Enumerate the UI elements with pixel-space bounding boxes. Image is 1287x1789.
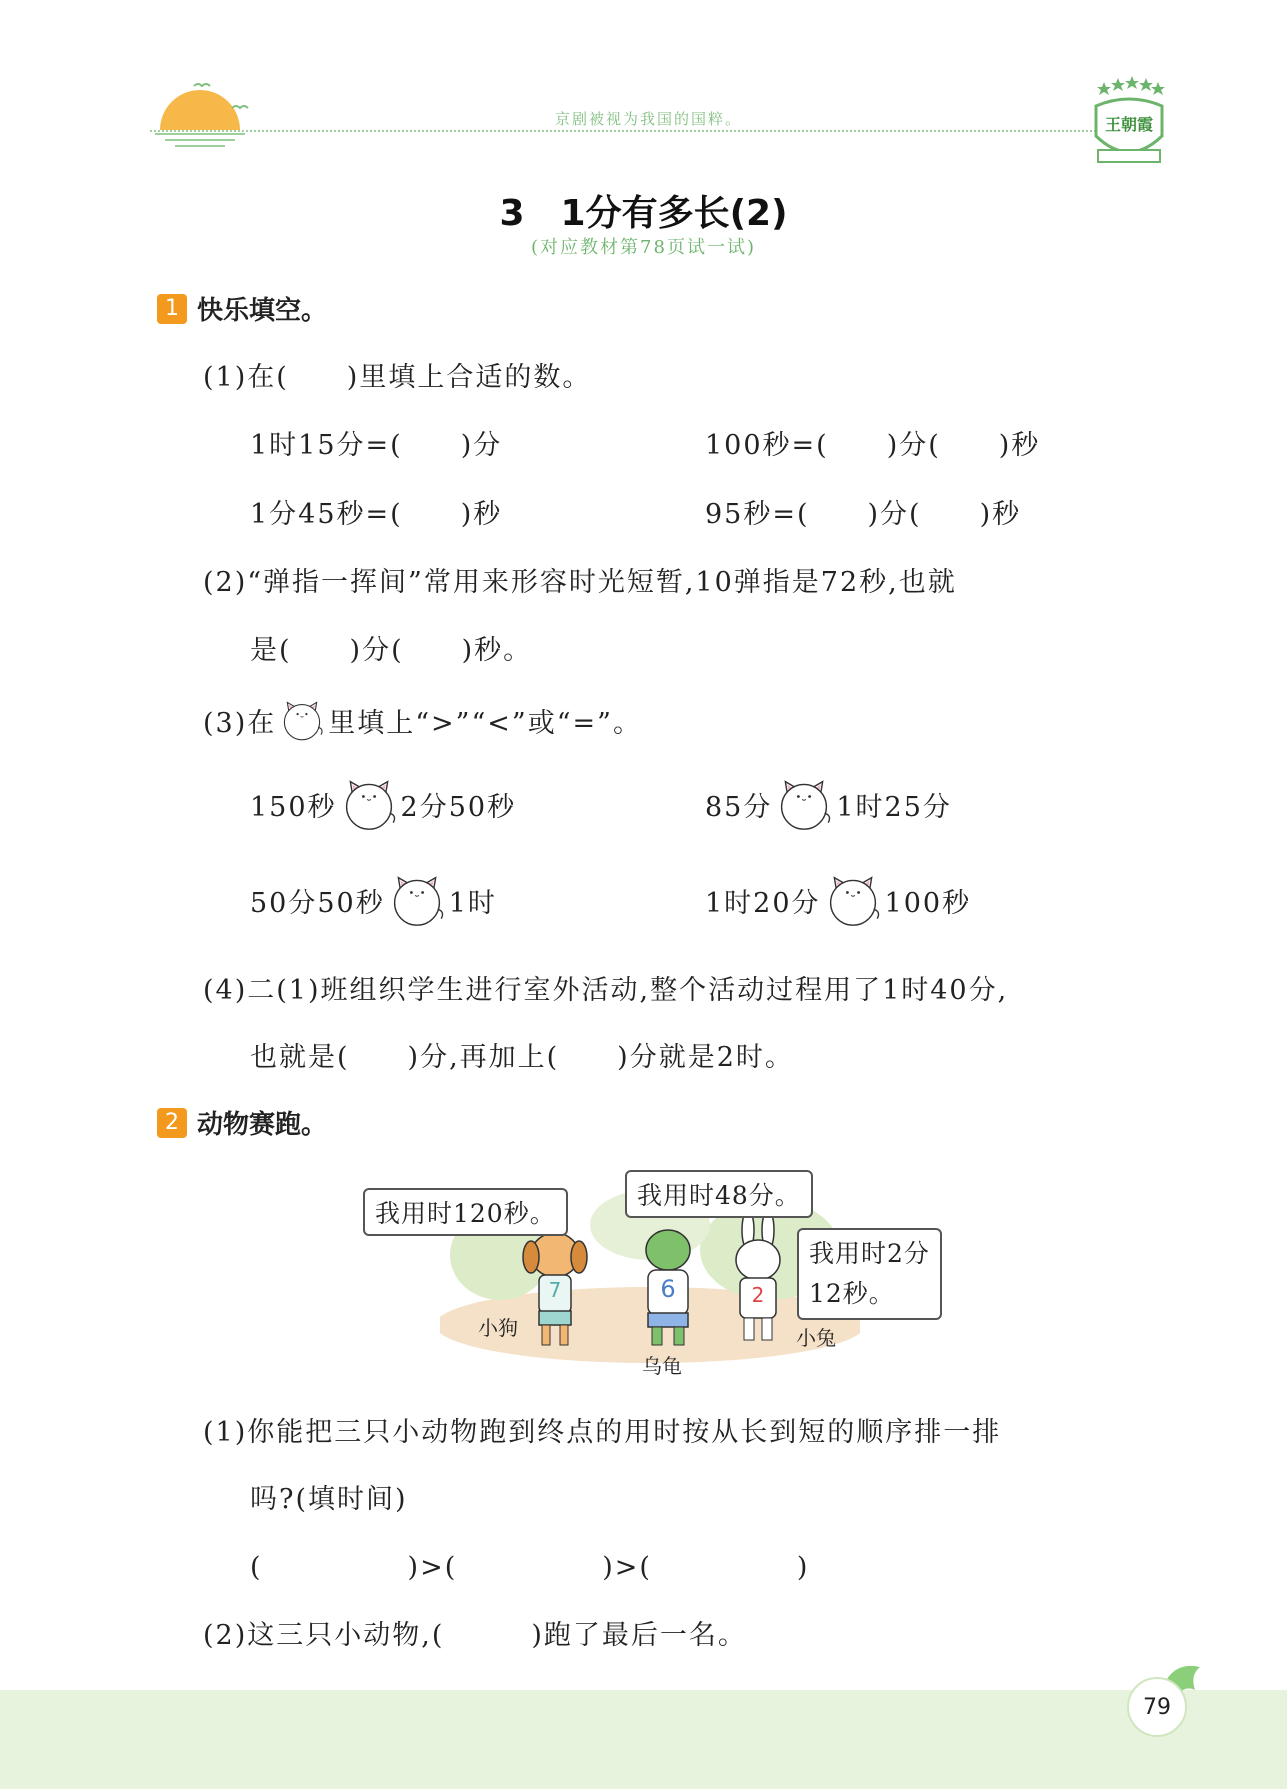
footer-band: [0, 1690, 1287, 1789]
q3-prompt-b: 里填上“>”“<”或“=”。: [328, 707, 642, 739]
rabbit-icon: [718, 1210, 798, 1350]
turtle-jersey-number: 6: [660, 1275, 676, 1303]
q1-item-b: 100秒=( )分( )秒: [705, 430, 1041, 461]
section-number-badge: 2: [157, 1108, 187, 1138]
q3-compare-3: [250, 872, 497, 928]
turtle-label: 乌龟: [642, 1354, 682, 1378]
q3-compare-2-right: 1时25分: [836, 791, 952, 823]
q1-item-d: 95秒=( )分( )秒: [705, 499, 1022, 530]
dog-label: 小狗: [478, 1316, 518, 1340]
rabbit-label: 小兔: [796, 1326, 836, 1350]
section-title: 快乐填空。: [197, 296, 328, 326]
rabbit-bubble-line-2: 12秒。: [809, 1279, 895, 1308]
lesson-title: 3 1分有多长(2): [499, 193, 788, 234]
header-motto: 京剧被视为我国的国粹。: [555, 110, 743, 128]
q3-compare-4-right: 100秒: [884, 887, 972, 919]
s2-q1-line-1: (1)你能把三只小动物跑到终点的用时按从长到短的顺序排一排: [203, 1417, 1002, 1448]
q3-compare-2: [705, 776, 952, 832]
q1-item-c: 1分45秒=( )秒: [250, 499, 503, 530]
header-divider: [150, 130, 1100, 132]
q3-compare-3-right: 1时: [448, 887, 497, 919]
bird-icon: [192, 78, 252, 118]
q3-compare-1: [250, 776, 516, 832]
rabbit-bubble-line-1: 我用时2分: [809, 1239, 930, 1268]
q3-prompt-a: (3)在: [203, 707, 277, 739]
s2-q1-answer-line: ( )>( )>( ): [250, 1552, 810, 1583]
logo-text: 王朝霞: [1104, 115, 1153, 134]
page-number: 79: [1127, 1677, 1187, 1737]
q2-line-1: (2)“弹指一挥间”常用来形容时光短暂,10弹指是72秒,也就: [203, 567, 957, 598]
dog-jersey-number: 7: [548, 1278, 562, 1302]
q3-compare-4: [705, 872, 971, 928]
rabbit-speech-bubble: [797, 1228, 942, 1320]
lesson-subtitle: (对应教材第78页试一试): [531, 237, 756, 258]
q4-line-1: (4)二(1)班组织学生进行室外活动,整个活动过程用了1时40分,: [203, 975, 1009, 1006]
s2-q2-line: (2)这三只小动物,( )跑了最后一名。: [203, 1620, 747, 1651]
q1-item-a: 1时15分=( )分: [250, 430, 503, 461]
q3-compare-1-right: 2分50秒: [400, 791, 517, 823]
q3-compare-1-left: 150秒: [250, 791, 337, 823]
q1-prompt: (1)在( )里填上合适的数。: [203, 362, 592, 393]
q3-prompt: [203, 698, 642, 742]
cat-circle-icon[interactable]: [389, 872, 445, 928]
q2-line-2: 是( )分( )秒。: [250, 635, 533, 666]
s2-q1-line-2: 吗?(填时间): [250, 1484, 408, 1515]
section-title: 动物赛跑。: [197, 1110, 328, 1140]
q3-compare-3-left: 50分50秒: [250, 887, 385, 919]
q3-compare-4-left: 1时20分: [705, 887, 821, 919]
dog-speech-bubble: 我用时120秒。: [363, 1188, 568, 1236]
rabbit-jersey-number: 2: [751, 1283, 765, 1307]
cat-circle-icon[interactable]: [341, 776, 397, 832]
cat-circle-icon[interactable]: [776, 776, 832, 832]
section-2-header: [157, 1104, 327, 1141]
cat-circle-icon[interactable]: [825, 872, 881, 928]
turtle-speech-bubble: 我用时48分。: [625, 1170, 813, 1218]
section-1-header: [157, 290, 327, 327]
q3-compare-2-left: 85分: [705, 791, 773, 823]
cat-circle-icon: [280, 698, 324, 742]
q4-line-2: 也就是( )分,再加上( )分就是2时。: [250, 1042, 794, 1073]
section-number-badge: 1: [157, 294, 187, 324]
